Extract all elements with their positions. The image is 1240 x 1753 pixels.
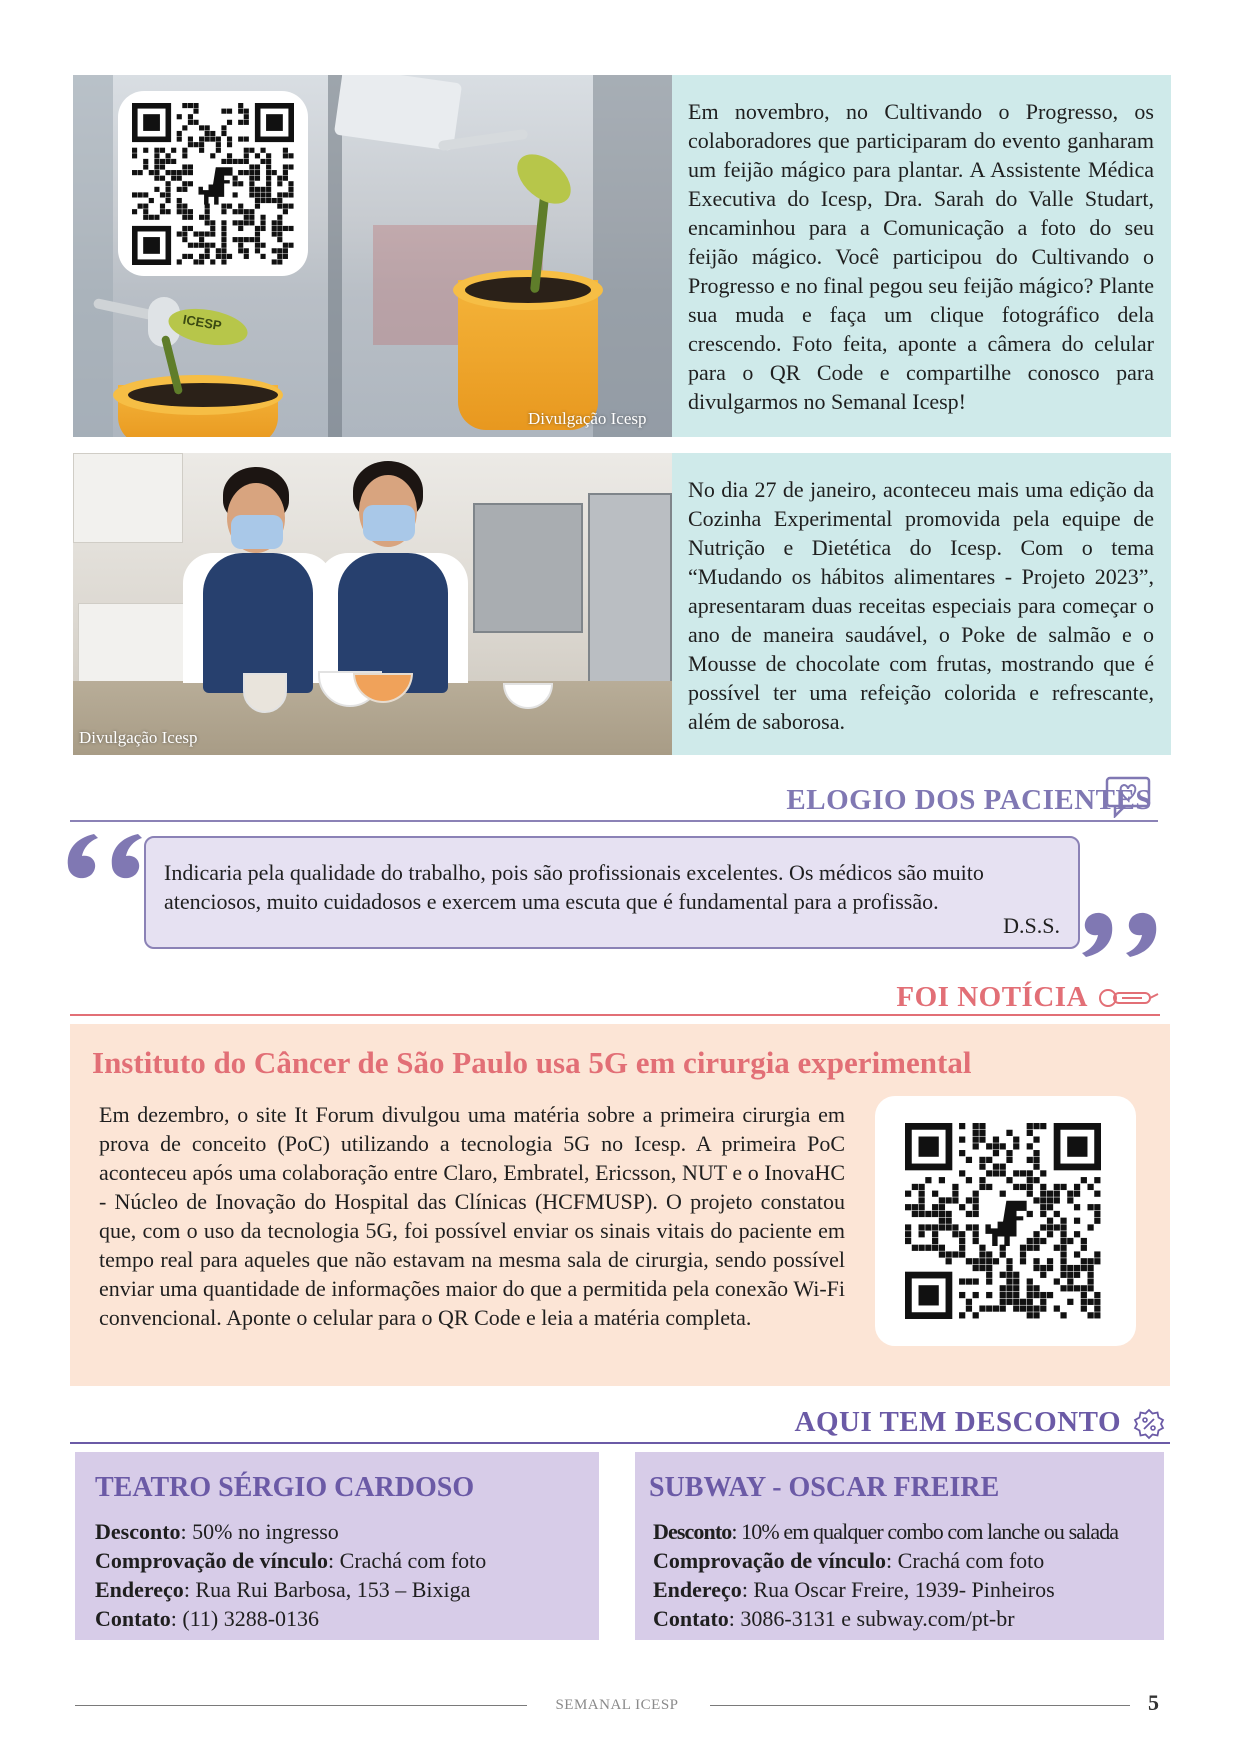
discount-line-contato bbox=[95, 1604, 319, 1633]
discount-line-desconto bbox=[653, 1517, 1118, 1546]
cozinha-section bbox=[73, 453, 1171, 755]
news-text: Em dezembro, o site It Forum divulgou uma matéria sobre a primeira cirurgia em prova de conceito (PoC) utilizando a tecnologia 5G no Icesp. A primeira PoC aconteceu após uma colaboração entre Claro, Embratel, Ericsson, NUT e o InovaHC - Núcleo de Inovação do Hospital das Clínicas (HCFMUSP). O projeto constatou que, com o uso da tecnologia 5G, foi possível enviar os sinais vitais do paciente em tempo real para aqueles que não estavam na mesma sala de cirurgia, sendo possível enviar uma quantidade de informações maior do que a permitida pela conexão Wi-Fi convencional. Aponte o celular para o QR Code e leia a matéria completa. bbox=[99, 1102, 845, 1330]
patient-quote: Indicaria pela qualidade do trabalho, pois são profissionais excelentes. Os médicos são muito atenciosos, muito cuidadosos e exercem uma escuta que é fundamental para a profissão. bbox=[164, 860, 984, 914]
discount-line-desconto bbox=[95, 1517, 339, 1546]
footer-rule bbox=[75, 1705, 527, 1706]
discount-line-endereco bbox=[653, 1575, 1055, 1604]
section-divider bbox=[70, 820, 1158, 822]
section-heading-desconto: AQUI TEM DESCONTO bbox=[794, 1406, 1121, 1438]
news-panel bbox=[70, 1024, 1170, 1386]
thermometer-icon bbox=[1098, 986, 1160, 1010]
qr-code[interactable] bbox=[132, 103, 294, 265]
open-quote-icon bbox=[64, 826, 154, 886]
cultivando-section bbox=[73, 75, 1171, 437]
photo-credit: Divulgação Icesp bbox=[79, 728, 198, 747]
label: Comprovação de vínculo bbox=[653, 1548, 887, 1573]
magic-bean-labeled bbox=[166, 303, 251, 350]
person-apron bbox=[203, 553, 313, 693]
bean-label: ICESP bbox=[181, 311, 223, 334]
label: Endereço bbox=[653, 1577, 742, 1602]
window-frame bbox=[593, 75, 672, 437]
label: Comprovação de vínculo bbox=[95, 1548, 329, 1573]
label: Contato bbox=[653, 1606, 729, 1631]
heart-chat-icon bbox=[1105, 776, 1151, 818]
photo-credit: Divulgação Icesp bbox=[528, 409, 647, 428]
discount-card-subway bbox=[635, 1452, 1164, 1640]
discount-line-contato bbox=[653, 1604, 1015, 1633]
value: : 10% em qualquer combo com lanche ou salada bbox=[731, 1519, 1119, 1544]
discount-card-teatro bbox=[75, 1452, 599, 1640]
value: : Crachá com foto bbox=[886, 1548, 1045, 1573]
value: : Rua Oscar Freire, 1939- Pinheiros bbox=[741, 1577, 1055, 1602]
discount-line-vinculo bbox=[95, 1546, 486, 1575]
percent-badge-icon bbox=[1133, 1408, 1165, 1440]
value: : 50% no ingresso bbox=[180, 1519, 339, 1544]
dino-icon bbox=[985, 1201, 1026, 1246]
face-mask bbox=[231, 515, 283, 549]
kitchen-cabinet bbox=[73, 453, 183, 543]
section-heading-elogio: ELOGIO DOS PACIENTES bbox=[786, 784, 1152, 816]
window-frame bbox=[73, 75, 113, 437]
bean-plant-photo bbox=[73, 75, 672, 437]
section-heading-noticia: FOI NOTÍCIA bbox=[896, 981, 1088, 1013]
soil bbox=[465, 277, 591, 303]
discount-title: SUBWAY - OSCAR FREIRE bbox=[649, 1472, 1000, 1503]
cultivando-text: Em novembro, no Cultivando o Progresso, os colaboradores que participaram do evento ganharam um feijão mágico para plantar. A Assistente Médica Executiva do Icesp, Dra. Sarah do Valle Studart, encaminhou para a Comunicação a foto do seu feijão mágico. Você participou do Cultivando o Progresso e no final pegou seu feijão mágico? Plante sua muda e faça um clique fotográfico dela crescendo. Foto feita, aponte a câmera do celular para o QR Code e compartilhe conosco para divulgarmos no Semanal Icesp! bbox=[688, 99, 1154, 414]
label: Desconto bbox=[95, 1519, 181, 1544]
discount-line-vinculo bbox=[653, 1546, 1044, 1575]
oven bbox=[473, 503, 583, 633]
qr-code[interactable] bbox=[905, 1123, 1105, 1319]
discount-title: TEATRO SÉRGIO CARDOSO bbox=[95, 1472, 475, 1503]
close-quote-icon bbox=[1070, 905, 1160, 965]
face-mask bbox=[363, 505, 415, 541]
footer-publication: SEMANAL ICESP bbox=[555, 1697, 679, 1713]
label: Endereço bbox=[95, 1577, 184, 1602]
kitchen-photo bbox=[73, 453, 672, 755]
label: Desconto bbox=[653, 1519, 732, 1544]
soil bbox=[128, 383, 278, 407]
quote-author: D.S.S. bbox=[1003, 913, 1060, 938]
value: : Crachá com foto bbox=[328, 1548, 487, 1573]
footer-rule bbox=[710, 1705, 1130, 1706]
section-divider bbox=[70, 1014, 1160, 1016]
qr-code-card[interactable] bbox=[118, 91, 308, 276]
page-number: 5 bbox=[1148, 1690, 1159, 1715]
cozinha-text: No dia 27 de janeiro, aconteceu mais uma edição da Cozinha Experimental promovida pela equipe de Nutrição e Dietética do Icesp. Com o tema “Mudando os hábitos alimentares - Projeto 2023”, apresentaram duas receitas especiais para começar o ano de maneira saudável, o Poke de salmão e o Mousse de chocolate com frutas, mostrando que é possível ter uma refeição colorida e refrescante, além de saborosa. bbox=[688, 477, 1154, 734]
dino-icon bbox=[198, 167, 232, 204]
value: : Rua Rui Barbosa, 153 – Bixiga bbox=[183, 1577, 471, 1602]
value: : (11) 3288-0136 bbox=[170, 1606, 320, 1631]
section-divider bbox=[70, 1442, 1170, 1444]
label: Contato bbox=[95, 1606, 171, 1631]
patient-quote-box bbox=[144, 836, 1080, 949]
news-title: Instituto do Câncer de São Paulo usa 5G em cirurgia experimental bbox=[92, 1045, 972, 1080]
discount-line-endereco bbox=[95, 1575, 470, 1604]
qr-code-card[interactable] bbox=[875, 1096, 1136, 1346]
value: : 3086-3131 e subway.com/pt-br bbox=[728, 1606, 1015, 1631]
oven-rack bbox=[588, 493, 672, 693]
